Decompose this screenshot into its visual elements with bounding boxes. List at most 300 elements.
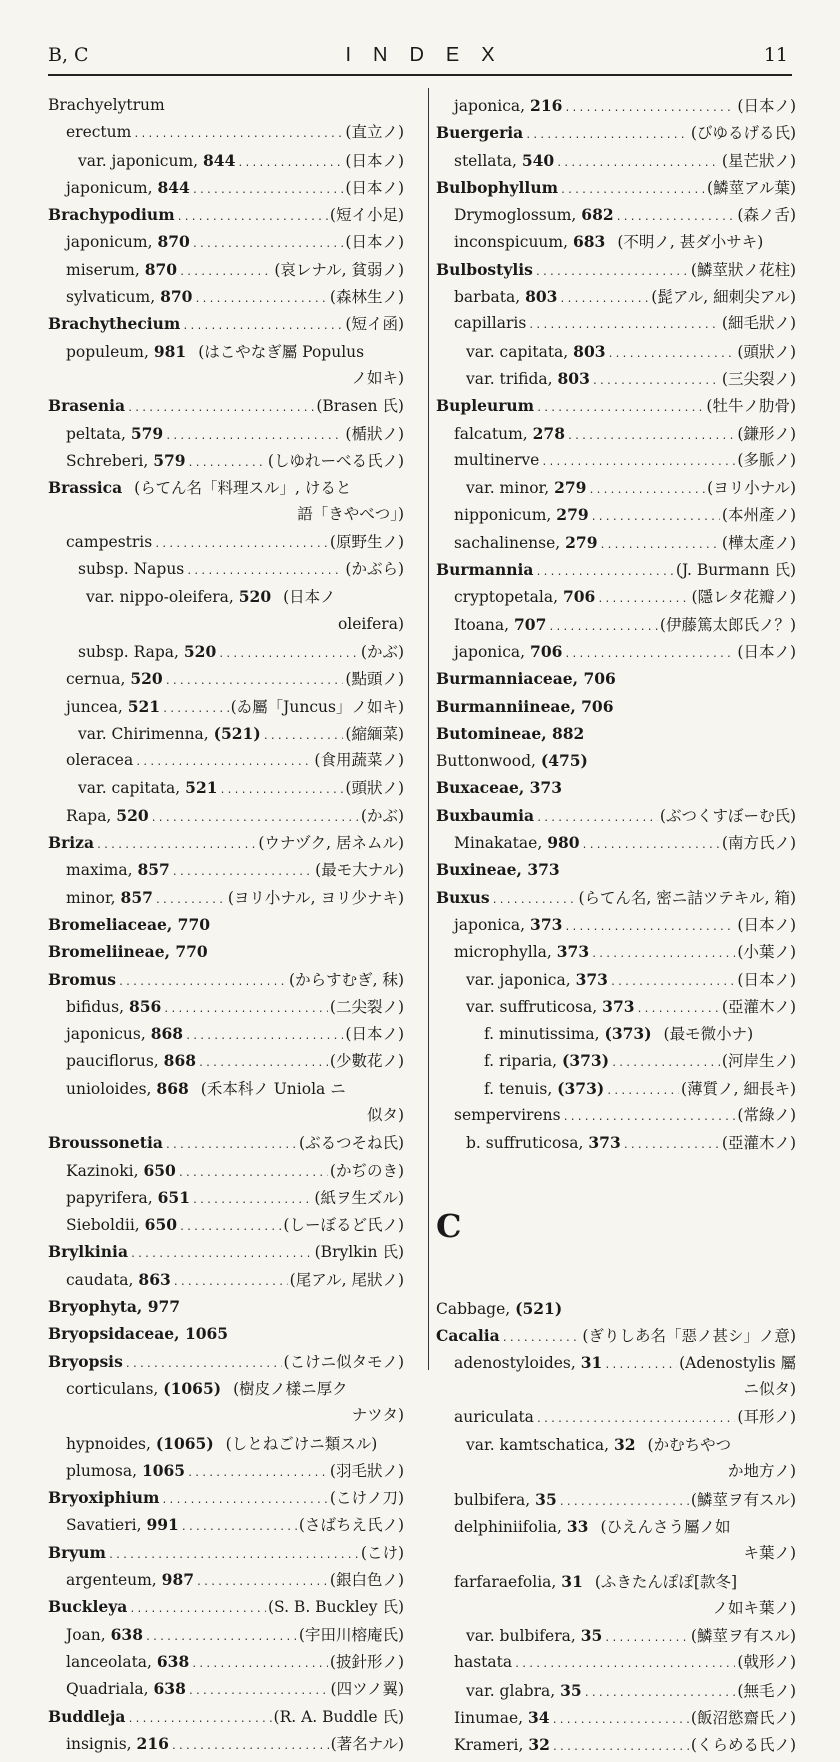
index-entry [48,529,404,556]
entry-term: sylvaticum, 870 [66,287,193,307]
entry-etymology: (びゆるげる氏) [690,124,796,143]
entry-term: Bryophyta, 977 [48,1297,181,1317]
dot-leader [564,914,735,941]
entry-term: var. capitata, 803 [466,341,606,361]
index-entry [436,1020,796,1047]
dot-leader [182,313,343,340]
entry-term: japonicum, 870 [66,232,190,252]
index-entry [48,201,404,228]
index-entry [48,993,404,1020]
dot-leader [192,1187,312,1214]
entry-etymology: (ひえんさう屬ノ如 [600,1517,731,1536]
entry-etymology: (鎌形ノ) [737,424,796,443]
dot-leader [129,1596,266,1623]
index-entry [436,556,796,583]
index-entry [436,501,796,528]
dot-leader [536,805,658,832]
index-entry [436,147,796,174]
entry-etymology: (らてん名「料理スル」, けると [134,479,352,498]
index-entry [436,310,796,337]
header-section-letters: B, C [48,44,89,66]
entry-etymology: (かぶ) [360,642,404,661]
entry-etymology: (最モ大ナル) [315,861,404,880]
index-entry [436,228,796,255]
entry-term: insignis, 216 [66,1733,169,1753]
index-entry [48,1266,404,1293]
entry-term: populeum, 981 [66,341,187,361]
entry-term: campestris [66,532,153,551]
dot-leader [179,259,272,286]
entry-term: corticulans, (1065) [66,1378,222,1398]
entry-term: subsp. Rapa, 520 [78,641,217,661]
entry-term: Buxaceae, 373 [436,778,563,798]
entry-etymology: (日本ノ) [737,970,796,989]
header-title: INDEX [345,44,517,66]
entry-etymology: (二尖裂ノ) [329,997,404,1016]
entry-term: barbata, 803 [454,287,558,307]
entry-term: Buxbaumia [436,805,535,825]
entry-etymology: (哀レナル, 貧弱ノ) [274,260,404,279]
index-entry [48,747,404,774]
entry-term: Cacalia [436,1325,500,1345]
index-entry [436,856,796,883]
index-entry [48,1484,404,1511]
entry-term: var. japonicum, 844 [78,150,236,170]
dot-leader [108,1542,359,1569]
entry-etymology: (星芒狀ノ) [721,151,796,170]
index-entry [48,938,404,965]
entry-term: f. riparia, (373) [484,1051,610,1071]
entry-etymology: (こけ) [360,1543,404,1562]
entry-term: Kazinoki, 650 [66,1160,176,1180]
dot-leader [188,1678,329,1705]
entry-etymology: (くらめる氏ノ) [690,1736,796,1755]
dot-leader [125,1351,282,1378]
index-entry [436,638,796,665]
index-entry [48,1157,404,1184]
index-entry-continuation [436,1458,796,1485]
index-entry [436,583,796,610]
dot-leader [163,996,328,1023]
entry-etymology: か地方ノ) [727,1462,796,1481]
index-entry-continuation [48,611,404,638]
entry-etymology: (かぶら) [345,560,404,579]
entry-etymology: (日本ノ [283,588,336,607]
index-entry [48,1184,404,1211]
entry-term: japonica, 373 [454,914,563,934]
entry-term: Quadriala, 638 [66,1679,186,1699]
entry-term: Bryoxiphium [48,1488,160,1508]
entry-etymology: (最モ微小ナ) [663,1025,754,1044]
entry-etymology: (かむちやつ [647,1436,732,1455]
dot-leader [604,1625,689,1652]
entry-etymology: (伊藤篤太郎氏ノ？) [659,615,796,634]
entry-etymology: (尾アル, 尾狀ノ) [289,1270,404,1289]
dot-leader [177,204,328,231]
index-entry-continuation [48,501,404,528]
entry-term: japonica, 706 [454,641,563,661]
entry-etymology: (披針形ノ) [329,1652,404,1671]
entry-etymology: (直立ノ) [345,123,404,142]
index-entry [436,1102,796,1129]
entry-term: Bryopsidaceae, 1065 [48,1324,229,1344]
dot-leader [528,312,720,339]
entry-term: Bromus [48,969,117,989]
section-letter: C [436,1206,462,1245]
index-entry [436,474,796,501]
entry-etymology: (著名ナル) [330,1734,404,1753]
index-entry [436,1322,796,1349]
entry-etymology: (らてん名, 密ニ詰ツテキル, 箱) [578,888,796,907]
index-entry [436,1047,796,1074]
entry-term: auriculata [454,1407,534,1426]
entry-etymology: キ葉ノ) [743,1544,796,1563]
entry-term: bifidus, 856 [66,996,162,1016]
entry-term: Butomineae, 882 [436,723,585,743]
index-entry [436,174,796,201]
dot-leader [616,204,736,231]
index-entry [436,611,796,638]
dot-leader [536,395,704,422]
entry-etymology: (日本ノ) [737,642,796,661]
entry-term: unioloides, 868 [66,1078,189,1098]
entry-etymology: (かぶ) [360,806,404,825]
index-entry [436,993,796,1020]
dot-leader [559,1489,689,1516]
dot-leader [127,395,314,422]
entry-etymology: (羽毛狀ノ) [329,1461,404,1480]
dot-leader [218,641,359,668]
dot-leader [188,450,266,477]
dot-leader [127,1706,271,1733]
index-entry [48,1075,404,1102]
entry-term: Buckleya [48,1597,128,1617]
entry-etymology: (ウナヅク, 居ネムル) [258,834,404,853]
entry-term: Buddleja [48,1706,126,1726]
dot-leader [173,1269,288,1296]
index-entry [436,420,796,447]
index-entry [48,338,404,365]
dot-leader [154,531,328,558]
entry-term: Buttonwood, (475) [436,751,588,771]
entry-etymology: (鱗莖ヲ有スル) [690,1627,796,1646]
entry-etymology: (耳形ノ) [737,1407,796,1426]
index-entry [436,1731,796,1758]
entry-etymology: (鱗莖ヲ有スル) [690,1490,796,1509]
index-entry [48,1457,404,1484]
index-entry [48,911,404,938]
dot-leader [536,1406,735,1433]
dot-leader [606,1078,679,1105]
entry-term: Brachythecium [48,314,181,334]
dot-leader [220,777,344,804]
entry-etymology: (少數花ノ) [329,1052,404,1071]
entry-etymology: (薄質ノ, 細長キ) [681,1079,796,1098]
dot-leader [535,259,689,286]
entry-term: var. bulbifera, 35 [466,1626,603,1646]
index-entry [48,256,404,283]
entry-etymology: (南方氏ノ) [721,834,796,853]
entry-etymology: (鱗莖狀ノ花柱) [690,260,796,279]
entry-etymology: (日本ノ) [345,233,404,252]
entry-etymology: (ヨリ小ナル, ヨリ少ナキ) [227,888,404,907]
dot-leader [162,696,229,723]
entry-etymology: (食用蔬菜ノ) [314,751,404,770]
entry-etymology: (ぶるつそね氏) [299,1134,404,1153]
index-entry [48,283,404,310]
entry-etymology: (隱レタ花瓣ノ) [691,588,796,607]
entry-term: pauciflorus, 868 [66,1051,197,1071]
index-entry [436,1568,796,1595]
entry-etymology: (飯沼慾齋氏ノ) [690,1709,796,1728]
dot-leader [597,586,689,613]
index-entry [48,474,404,501]
entry-etymology: (はこやなぎ屬 Populus [198,342,365,361]
entry-term: Cabbage, (521) [436,1298,563,1318]
index-entry [436,365,796,392]
entry-term: japonica, 216 [454,96,563,115]
entry-etymology: (しーぼるど氏ノ) [283,1216,404,1235]
entry-etymology: (宇田川榕庵氏) [298,1625,404,1644]
entry-etymology: (森ノ舌) [737,206,796,225]
dot-leader [155,887,226,914]
index-entry [436,802,796,829]
index-entry [48,829,404,856]
entry-term: var. trifida, 803 [466,368,590,388]
entry-term: Burmanniaceae, 706 [436,669,616,689]
entry-term: Buergeria [436,123,524,143]
entry-term: Drymoglossum, 682 [454,205,614,225]
entry-etymology: (日本ノ) [345,151,404,170]
dot-leader [181,1514,297,1541]
index-entry [436,283,796,310]
entry-etymology: (Brylkin 氏) [314,1243,404,1262]
index-entry [436,774,796,801]
entry-term: Bulbophyllum [436,177,558,197]
dot-leader [604,1352,677,1379]
entry-term: Bryopsis [48,1351,123,1371]
dot-leader [118,969,287,996]
entry-etymology: (しゆれーべる氏ノ) [267,451,404,470]
index-entry [436,720,796,747]
index-entry [48,1675,404,1702]
entry-etymology: (牡牛ノ肋骨) [706,397,796,416]
index-entry [436,392,796,419]
dot-leader [192,177,344,204]
index-entry [48,856,404,883]
entry-etymology: (ぶつくすぼーむ氏) [659,806,796,825]
entry-term: japonicus, 868 [66,1024,184,1044]
entry-etymology: (常綠ノ) [737,1105,796,1124]
entry-term: var. kamtschatica, 32 [466,1435,636,1455]
index-entry [436,447,796,474]
entry-term: Burmanniineae, 706 [436,696,614,716]
index-entry [48,1129,404,1156]
spacer [436,1157,796,1195]
entry-etymology: (點頭ノ) [345,670,404,689]
entry-term: falcatum, 278 [454,423,565,443]
dot-leader [502,1325,581,1352]
index-entry [48,1211,404,1238]
index-entry [436,829,796,856]
entry-term: minor, 857 [66,887,153,907]
entry-term: farfaraefolia, 31 [454,1571,583,1591]
entry-term: japonicum, 844 [66,177,190,197]
dot-leader [194,286,327,313]
entry-term: var. nippo-oleifera, 520 [86,587,272,607]
entry-term: f. tenuis, (373) [484,1078,605,1098]
entry-term: Rapa, 520 [66,805,149,825]
entry-etymology: (ゐ屬「Juncus」ノ如キ) [230,697,404,716]
dot-leader [559,286,649,313]
entry-etymology: (縮緬菜) [345,724,404,743]
index-entry [436,1431,796,1458]
entry-term: hypnoides, (1065) [66,1433,214,1453]
entry-term: peltata, 579 [66,423,164,443]
dot-leader [584,1680,736,1707]
entry-etymology: oleifera) [337,614,404,633]
entry-term: Buxineae, 373 [436,860,560,880]
index-entry [48,1621,404,1648]
entry-term: Burmannia [436,560,534,580]
index-entry [48,802,404,829]
entry-etymology: (しとねごけニ類スル) [225,1434,378,1453]
index-entry [436,911,796,938]
entry-etymology: (紙ヲ生ズル) [314,1188,404,1207]
column-divider [428,88,429,1370]
entry-term: sempervirens [454,1105,561,1124]
entry-etymology: (楯狀ノ) [345,424,404,443]
index-entry [436,92,796,119]
entry-etymology: (R. A. Buddle 氏) [273,1707,404,1726]
index-entry [436,256,796,283]
entry-etymology: (亞灌木ノ) [721,997,796,1016]
dot-leader [133,121,343,148]
entry-term: oleracea [66,751,134,770]
entry-term: Brylkinia [48,1242,128,1262]
dot-leader [172,859,313,886]
index-entry [436,747,796,774]
entry-etymology: (樺太產ノ) [721,533,796,552]
entry-term: inconspicuum, 683 [454,232,606,252]
dot-leader [161,1487,327,1514]
index-entry [48,392,404,419]
index-entry [436,119,796,146]
entry-etymology: (かぢのき) [329,1161,404,1180]
dot-leader [263,723,344,750]
dot-leader [564,641,735,668]
index-entry [48,147,404,174]
index-entry [48,774,404,801]
index-entry [48,1430,404,1457]
entry-term: Bryum [48,1542,106,1562]
dot-leader [151,805,359,832]
index-entry [48,1511,404,1538]
entry-etymology: (樹皮ノ樣ニ厚ク [233,1379,348,1398]
entry-term: nipponicum, 279 [454,505,589,525]
entry-term: Schreberi, 579 [66,450,186,470]
entry-etymology: (亞灌木ノ) [721,1134,796,1153]
entry-term: subsp. Napus [78,560,185,579]
entry-term: Bromeliineae, 770 [48,942,208,962]
index-entry-continuation [48,1102,404,1129]
entry-term: multinerve [454,450,540,469]
dot-leader [179,1214,281,1241]
index-entry-continuation [436,1540,796,1567]
entry-term: var. capitata, 521 [78,778,218,798]
dot-leader [588,477,705,504]
index-entry [48,92,404,119]
index-entry [436,1129,796,1156]
dot-leader [96,832,256,859]
dot-leader [552,1707,689,1734]
entry-etymology: (Brasen 氏) [316,397,404,416]
dot-leader [191,1651,328,1678]
entry-term: Iinumae, 34 [454,1708,550,1728]
entry-etymology: (不明ノ, 甚ダ小サキ) [617,233,764,252]
entry-etymology: (小葉ノ) [737,943,796,962]
dot-leader [185,1023,343,1050]
page-number: 11 [763,44,788,66]
entry-term: bulbifera, 35 [454,1489,557,1509]
index-entry-continuation [48,1402,404,1429]
entry-etymology: (ぎりしあ名「惡ノ甚シ」ノ意) [582,1326,796,1345]
dot-leader [192,231,344,258]
entry-term: var. Chirimenna, (521) [78,723,261,743]
dot-leader [592,368,720,395]
dot-leader [186,558,343,585]
dot-leader [130,1241,313,1268]
dot-leader [187,1460,328,1487]
dot-leader [608,341,736,368]
entry-etymology: 似タ) [366,1105,404,1124]
entry-term: plumosa, 1065 [66,1460,186,1480]
entry-etymology: (からすむぎ, 秣) [289,970,404,989]
index-entry [48,310,404,337]
entry-term: Sieboldii, 650 [66,1215,178,1235]
dot-leader [611,1050,720,1077]
entry-etymology: (髭アル, 細刺尖アル) [651,288,796,307]
index-entry [48,1238,404,1265]
dot-leader [165,668,344,695]
index-entry-continuation [48,365,404,392]
index-entry [48,447,404,474]
index-entry [436,1349,796,1376]
entry-term: microphylla, 373 [454,942,590,962]
entry-term: juncea, 521 [66,696,161,716]
dot-leader [196,1569,328,1596]
entry-etymology: (本州產ノ) [721,506,796,525]
entry-term: capillaris [454,314,527,333]
dot-leader [198,1050,328,1077]
index-entry [436,529,796,556]
entry-etymology: (細毛狀ノ) [721,314,796,333]
entry-etymology: (原野生ノ) [329,532,404,551]
entry-term: Bulbostylis [436,259,533,279]
entry-term: adenostyloides, 31 [454,1353,603,1373]
index-entry [48,420,404,447]
entry-etymology: (日本ノ) [737,97,796,115]
index-entry [48,1566,404,1593]
entry-term: miserum, 870 [66,259,178,279]
entry-etymology: ニ似タ) [743,1380,796,1399]
entry-etymology: (S. B. Buckley 氏) [267,1598,404,1617]
entry-etymology: (頭狀ノ) [345,779,404,798]
entry-term: Brachypodium [48,205,175,225]
index-entry [48,1020,404,1047]
index-entry [48,556,404,583]
index-entry [48,1648,404,1675]
